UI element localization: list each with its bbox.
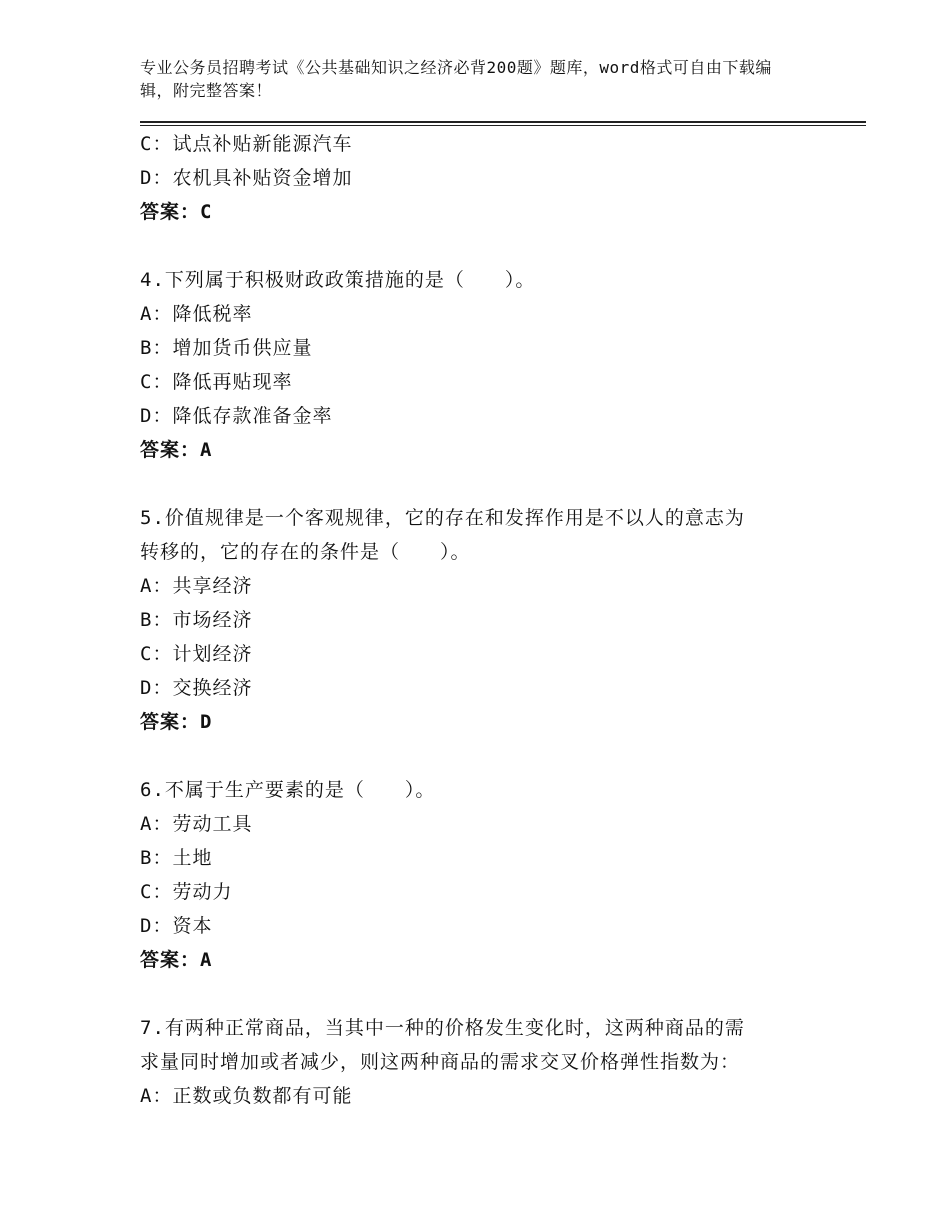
header-divider-thin <box>140 125 866 126</box>
question-6 <box>140 773 800 977</box>
option-b: B：市场经济 <box>140 609 253 631</box>
spacer <box>140 739 800 773</box>
question-4 <box>140 263 800 467</box>
question-text-line-1: 5.价值规律是一个客观规律，它的存在和发挥作用是不以人的意志为 <box>140 507 745 529</box>
answer: 答案：C <box>140 201 213 223</box>
spacer <box>140 977 800 1011</box>
question-list <box>140 127 800 1113</box>
question-7 <box>140 1011 800 1113</box>
answer: 答案：A <box>140 949 213 971</box>
option-a: A：劳动工具 <box>140 813 253 835</box>
option-b: B：土地 <box>140 847 213 869</box>
option-d: D：农机具补贴资金增加 <box>140 167 353 189</box>
question-3 <box>140 127 800 229</box>
header-divider <box>140 121 866 123</box>
question-text-line-1: 7.有两种正常商品，当其中一种的价格发生变化时，这两种商品的需 <box>140 1017 745 1039</box>
option-d: D：降低存款准备金率 <box>140 405 333 427</box>
page-header: 专业公务员招聘考试《公共基础知识之经济必背200题》题库，word格式可自由下载编辑，附完整答案！ <box>140 58 772 100</box>
spacer <box>140 467 800 501</box>
option-d: D：资本 <box>140 915 213 937</box>
option-a: A：共享经济 <box>140 575 253 597</box>
question-text-line-2: 转移的，它的存在的条件是（ ）。 <box>140 541 471 563</box>
option-a: A：正数或负数都有可能 <box>140 1085 353 1107</box>
option-c: C：劳动力 <box>140 881 233 903</box>
question-text: 4.下列属于积极财政政策措施的是（ ）。 <box>140 269 536 291</box>
option-a: A：降低税率 <box>140 303 253 325</box>
answer: 答案：D <box>140 711 213 733</box>
option-c: C：试点补贴新能源汽车 <box>140 133 353 155</box>
option-c: C：降低再贴现率 <box>140 371 293 393</box>
option-d: D：交换经济 <box>140 677 253 699</box>
question-5 <box>140 501 800 739</box>
option-b: B：增加货币供应量 <box>140 337 313 359</box>
question-text: 6.不属于生产要素的是（ ）。 <box>140 779 436 801</box>
question-text-line-2: 求量同时增加或者减少，则这两种商品的需求交叉价格弹性指数为： <box>140 1051 741 1073</box>
option-c: C：计划经济 <box>140 643 253 665</box>
answer: 答案：A <box>140 439 213 461</box>
spacer <box>140 229 800 263</box>
